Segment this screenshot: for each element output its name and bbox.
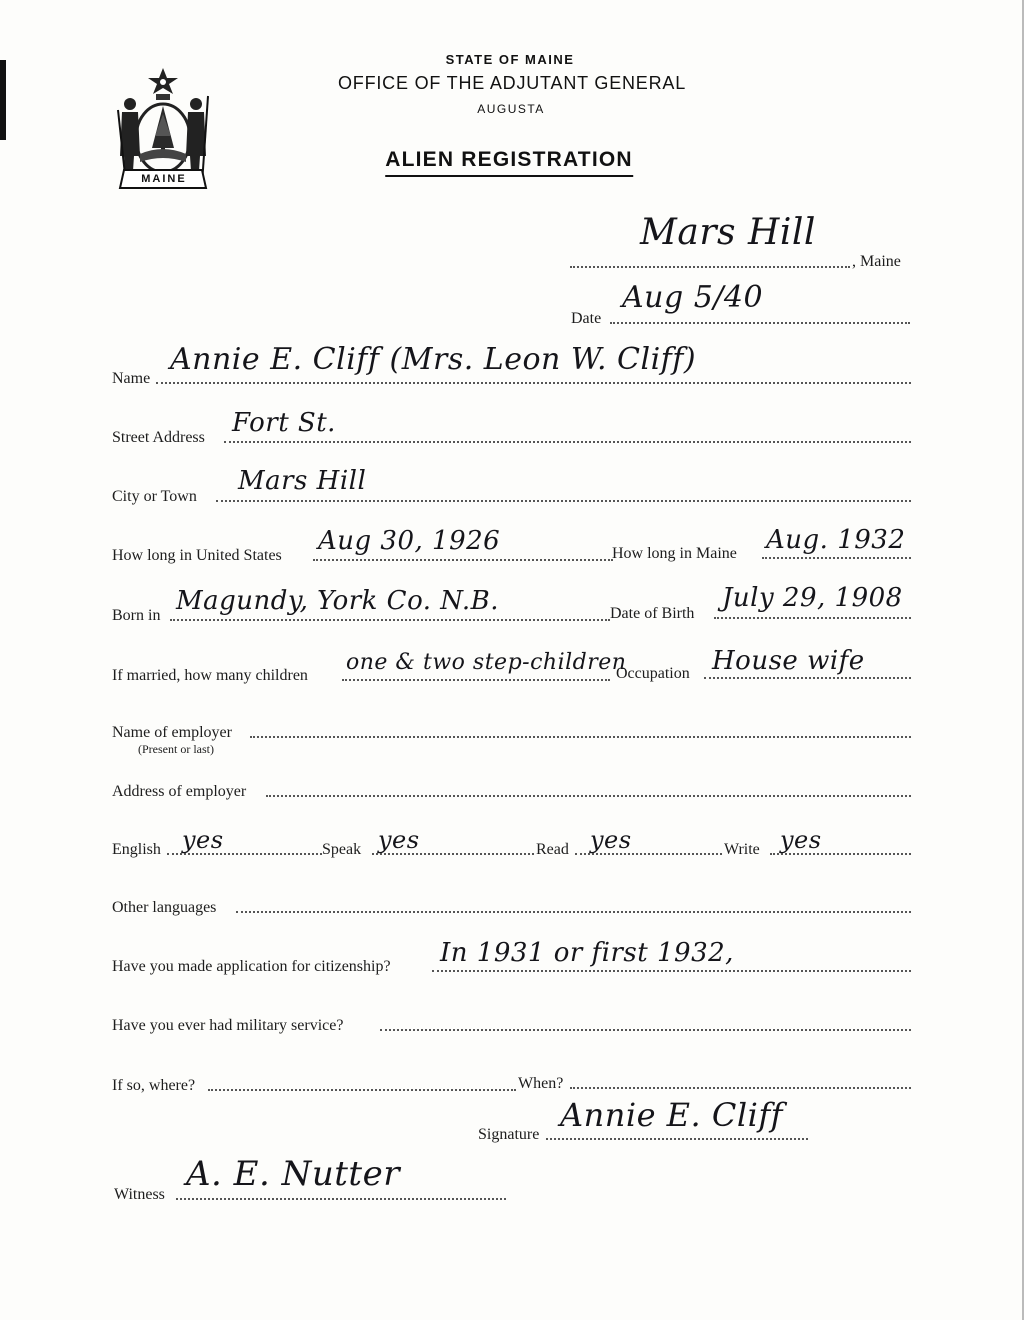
children-label: If married, how many children: [112, 667, 308, 684]
employer-address-label: Address of employer: [112, 783, 247, 800]
us-duration-label: How long in United States: [112, 547, 282, 564]
city-line[interactable]: [216, 500, 911, 502]
name-value: Annie E. Cliff (Mrs. Leon W. Cliff): [170, 342, 697, 377]
children-line[interactable]: [342, 679, 610, 681]
born-line[interactable]: [170, 619, 610, 621]
date-value: Aug 5/40: [622, 280, 764, 315]
born-label: Born in: [112, 607, 161, 624]
signature-label: Signature: [478, 1126, 540, 1143]
maine-duration-label: How long in Maine: [612, 545, 737, 562]
signature-line[interactable]: [546, 1138, 808, 1140]
town-suffix-label: , Maine: [852, 253, 901, 270]
employer-label: Name of employer: [112, 724, 232, 741]
town-value: Mars Hill: [640, 212, 816, 253]
header-city: AUGUSTA: [477, 102, 545, 116]
when-line[interactable]: [570, 1087, 911, 1089]
occupation-value: House wife: [712, 646, 865, 676]
read-value: yes: [590, 826, 632, 854]
street-value: Fort St.: [232, 408, 336, 438]
date-line[interactable]: [610, 322, 910, 324]
maine-duration-value: Aug. 1932: [766, 525, 906, 555]
city-value: Mars Hill: [238, 466, 367, 496]
when-label: When?: [518, 1075, 564, 1092]
us-duration-value: Aug 30, 1926: [318, 526, 501, 556]
military-line[interactable]: [380, 1029, 911, 1031]
occupation-label: Occupation: [616, 665, 690, 682]
name-label: Name: [112, 370, 151, 387]
speak-value: yes: [378, 826, 420, 854]
maine-duration-line[interactable]: [762, 557, 911, 559]
citizenship-line[interactable]: [432, 970, 911, 972]
street-line[interactable]: [224, 441, 911, 443]
employer-address-line[interactable]: [266, 795, 911, 797]
employer-sublabel: (Present or last): [138, 742, 214, 756]
date-label: Date: [571, 310, 602, 327]
header-state: STATE OF MAINE: [445, 52, 575, 67]
town-line[interactable]: [570, 266, 850, 268]
read-label: Read: [536, 841, 569, 858]
write-label: Write: [724, 841, 760, 858]
speak-label: Speak: [322, 841, 362, 858]
dob-label: Date of Birth: [610, 605, 695, 622]
other-languages-line[interactable]: [236, 911, 911, 913]
citizenship-label: Have you made application for citizenship?: [112, 958, 391, 975]
dob-value: July 29, 1908: [722, 583, 903, 613]
dob-line[interactable]: [714, 617, 911, 619]
name-line[interactable]: [156, 382, 911, 384]
military-label: Have you ever had military service?: [112, 1017, 344, 1034]
employer-line[interactable]: [250, 736, 911, 738]
write-value: yes: [780, 826, 822, 854]
city-label: City or Town: [112, 488, 197, 505]
page-edge-mark: [0, 60, 6, 140]
english-value: yes: [182, 826, 224, 854]
other-languages-label: Other languages: [112, 899, 217, 916]
form-title: ALIEN REGISTRATION: [385, 148, 633, 177]
header-office: OFFICE OF THE ADJUTANT GENERAL: [337, 73, 687, 93]
children-value: one & two step-children: [346, 650, 627, 675]
born-value: Magundy, York Co. N.B.: [176, 586, 500, 616]
witness-line[interactable]: [176, 1198, 506, 1200]
where-label: If so, where?: [112, 1077, 196, 1094]
where-line[interactable]: [208, 1089, 516, 1091]
us-duration-line[interactable]: [313, 559, 613, 561]
street-label: Street Address: [112, 429, 205, 446]
witness-value: A. E. Nutter: [186, 1154, 400, 1194]
english-label: English: [112, 841, 161, 858]
citizenship-value: In 1931 or first 1932,: [440, 938, 734, 968]
signature-value: Annie E. Cliff: [560, 1096, 784, 1134]
witness-label: Witness: [114, 1186, 165, 1203]
seal-banner-text: MAINE: [141, 173, 187, 185]
occupation-line[interactable]: [704, 677, 911, 679]
